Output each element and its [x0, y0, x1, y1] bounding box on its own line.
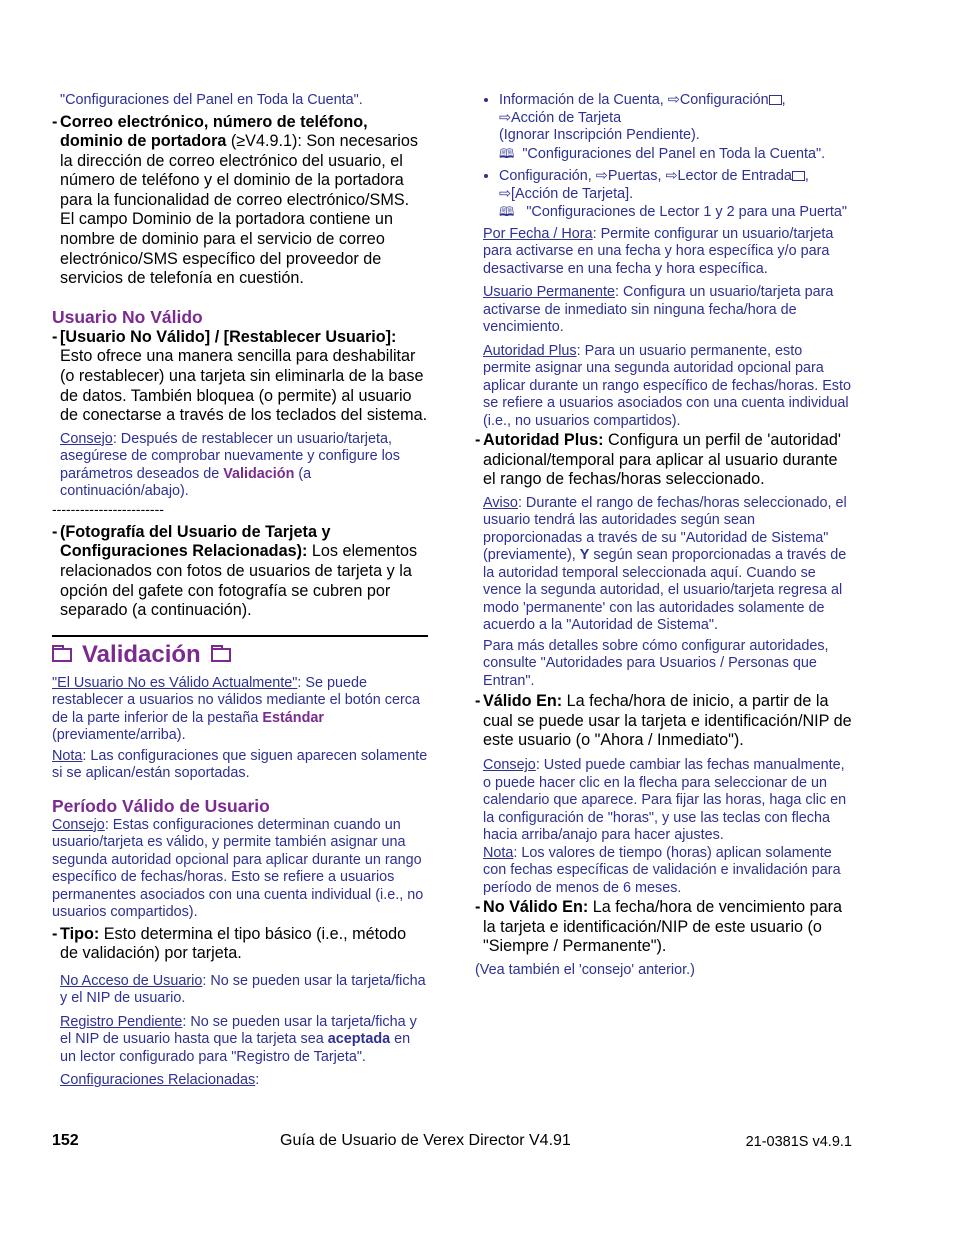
notvalid-note [52, 675, 428, 745]
validfrom-label: Válido En: [483, 692, 563, 711]
email-item: - Correo electrónico, número de teléfono, dominio de portadora (≥V4.9.1): Son necesarios la dirección de correo electrónico del usuario, el número de teléfono y el dominio de la portadora para la funcionalidad de correo electrónico/SMS. El campo Dominio de la portadora contiene un nombre de dominio para el servicio de correo electrónico/SMS específico del proveedor de servicios de telefonía en cuestión. [52, 112, 418, 288]
pending-text: : No se pueden usar la tarjeta/ficha y el NIP de usuario hasta que la tarjeta sea [60, 1013, 417, 1048]
bydate-label: Por Fecha / Hora [483, 225, 593, 242]
pending-bold: aceptada [327, 1031, 391, 1048]
ap-text: Configura un perfil de 'autoridad' adicional/temporal para aplicar al usuario durante el rango de fechas/horas seleccionado. [483, 431, 841, 489]
tip3-text: : Usted puede cambiar las fechas manualmente, o puede hacer clic en la flecha para seleccionar de un calendario que aparece. Para fijar las horas, haga clic en la configuración de "horas", y use las teclas con flecha hacia arriba/anajo para hacer ajustes. [483, 757, 847, 844]
book-icon [52, 648, 72, 662]
note1-text: : Las configuraciones que siguen aparecen solamente si se aplican/están soportadas. [52, 747, 428, 782]
notice-text: : Durante el rango de fechas/horas seleccionado, el usuario tendrá las autoridades según sean proporcionadas a través de su "Autoridad de Sistema" (previamente), [483, 494, 847, 564]
notvalid-label: "El Usuario No es Válido Actualmente" [52, 674, 298, 691]
notice-bold: Y [579, 547, 590, 564]
tip1-bold: Validación [223, 465, 295, 482]
authplus-note [475, 343, 853, 431]
pending-end: en un lector configurado para "Registro de Tarjeta". [60, 1031, 411, 1065]
notvalid-end: (previamente/arriba). [52, 727, 186, 744]
type-item: - Tipo: Esto determina el tipo básico (i.e., método de validación) por tarjeta. [52, 924, 407, 963]
dashes: ------------------------ [52, 500, 164, 517]
notvalidon-item: - No Válido En: La fecha/hora de vencimiento para la tarjeta e identificación/NIP de este usuario (o "Siempre / Permanente"). [475, 898, 842, 956]
tip3-label: Consejo [483, 757, 536, 774]
notice-end: según sean proporcionadas a través de la autoridad temporal seleccionada aquí. Cuando se vence la segunda autoridad, el usuario/tarjeta regresa al modo 'permanente' con las autoridades solamente de acuerdo a la "Autoridad de Sistema". [483, 547, 847, 634]
related-label: Configuraciones Relacionadas [60, 1072, 256, 1089]
list-item [499, 168, 853, 222]
period-heading: Período Válido de Usuario [52, 795, 270, 816]
b1-a: Información de la Cuenta, ⇨Configuración [499, 92, 769, 108]
open-book-icon: 🕮 [499, 145, 515, 161]
notvalidon-label: No Válido En: [483, 898, 589, 917]
page-number: 152 [52, 1132, 79, 1149]
perm-label: Usuario Permanente [483, 284, 615, 300]
tip2 [52, 817, 428, 922]
noaccess-label: No Acceso de Usuario [60, 972, 203, 989]
perm-note [475, 284, 853, 337]
notice-label: Aviso [483, 494, 518, 511]
ap-label: Autoridad Plus: [483, 431, 604, 449]
tip3 [475, 757, 853, 845]
open-book-icon: 🕮 [499, 204, 515, 219]
doc-number: 21-0381S v4.9.1 [745, 1134, 852, 1150]
ap-item: - Autoridad Plus: Configura un perfil de 'autoridad' adicional/temporal para aplicar al usuario durante el rango de fechas/horas seleccionado. [475, 431, 841, 489]
folder-icon [769, 95, 782, 105]
tip1-text: : Después de restablecer un usuario/tarjeta, asegúrese de comprobar nuevamente y configure los parámetros deseados de [60, 430, 400, 482]
related-end: : [255, 1072, 260, 1089]
email-label: Correo electrónico, número de teléfono, dominio de portadora [60, 112, 368, 151]
seealso: (Vea también el 'consejo' anterior.) [475, 961, 695, 978]
b2-b: , [804, 168, 809, 184]
validation-title: Validación [82, 640, 201, 668]
noaccess-note [52, 973, 428, 1008]
tip1 [52, 431, 428, 501]
email-text: (≥V4.9.1): Son necesarios la dirección de correo electrónico del usuario, el número de teléfono y el dominio de la portadora para la funcionalidad de correo electrónico/SMS. El campo Dominio de la portadora contiene un nombre de dominio para el servicio de correo electrónico/SMS específico del proveedor de servicios de telefonía en cuestión. [60, 132, 418, 288]
b2-c: ⇨[Acción de Tarjeta]. [499, 185, 634, 202]
footer-title: Guía de Usuario de Verex Director V4.91 [280, 1132, 571, 1149]
invalid-label: [Usuario No Válido] / [Restablecer Usuario]: [60, 327, 397, 346]
validation-heading [52, 635, 428, 669]
b2-a: Configuración, ⇨Puertas, ⇨Lector de Entrada [499, 168, 792, 184]
bydate-text: : Permite configurar un usuario/tarjeta para activarse en una fecha y hora específica y/o para desactivarse en una fecha y hora específica. [483, 225, 834, 277]
tip1-label: Consejo [60, 430, 113, 447]
b1-d: (Ignorar Inscripción Pendiente). [499, 127, 700, 143]
related-list [475, 92, 853, 222]
folder-icon [792, 171, 805, 181]
photo-label: (Fotografía del Usuario de Tarjeta y Configuraciones Relacionadas): [60, 522, 331, 561]
b1-ref: "Configuraciones del Panel en Toda la Cuenta". [522, 145, 826, 162]
notvalid-bold: Estándar [262, 709, 324, 726]
right-column [475, 92, 853, 979]
invalid-text: Esto ofrece una manera sencilla para deshabilitar (o restablecer) una tarjeta sin eliminarla de la base de datos. También bloquea (o permite) al usuario de conectarse a través de los teclados del sistema. [60, 347, 428, 425]
note1 [52, 748, 428, 783]
note2 [475, 845, 853, 898]
photo-text: Los elementos relacionados con fotos de usuarios de tarjeta y la opción del gafete con fotografía se cubren por separado (a continuación). [60, 542, 418, 620]
note1-label: Nota [52, 747, 83, 764]
authplus-label: Autoridad Plus [483, 342, 577, 359]
perm-text: : Configura un usuario/tarjeta para activarse de inmediato sin ninguna fecha/hora de vencimiento. [483, 284, 834, 335]
validfrom-text: La fecha/hora de inicio, a partir de la cual se puede usar la tarjeta e identificación/NIP de este usuario (o "Ahora / Inmediato"). [483, 692, 852, 750]
b1-c: ⇨Acción de Tarjeta [499, 109, 622, 126]
b2-ref: "Configuraciones de Lector 1 y 2 para una Puerta" [526, 204, 847, 220]
tip2-text: : Estas configuraciones determinan cuando un usuario/tarjeta es válido, y permite también asignar una segunda autoridad opcional para aplicar durante un rango específico de fechas/horas. Esto se refiere a usuarios permanentes asociados con una cuenta individual (i.e., no usuarios compartidos). [52, 816, 424, 921]
pending-note [52, 1014, 428, 1067]
type-label: Tipo: [60, 924, 100, 943]
notvalid-text: : Se puede restablecer a usuarios no válidos mediante el botón cerca de la parte inferior de la pestaña [52, 674, 420, 726]
left-column [52, 92, 428, 1090]
invalid-item: - [Usuario No Válido] / [Restablecer Usuario]: Esto ofrece una manera sencilla para deshabilitar (o restablecer) una tarjeta sin eliminarla de la base de datos. También bloquea (o permite) al usuario de conectarse a través de los teclados del sistema. [52, 327, 428, 425]
tip2-label: Consejo [52, 816, 105, 833]
type-text: Esto determina el tipo básico (i.e., método de validación) por tarjeta. [60, 924, 407, 963]
b1-b: , [781, 92, 786, 108]
top-line: "Configuraciones del Panel en Toda la Cuenta". [60, 92, 363, 108]
validfrom-item: - Válido En: La fecha/hora de inicio, a partir de la cual se puede usar la tarjeta e identificación/NIP de este usuario (o "Ahora / Inmediato"). [475, 692, 852, 750]
pending-label: Registro Pendiente [60, 1013, 183, 1030]
bydate-note [475, 226, 853, 279]
note2-text: : Los valores de tiempo (horas) aplican solamente con fechas específicas de validación e invalidación para período de menos de 6 meses. [483, 844, 841, 896]
list-item [499, 92, 853, 163]
book-icon [211, 648, 231, 662]
notice-note [475, 495, 853, 635]
more-note: Para más detalles sobre cómo configurar autoridades, consulte "Autoridades para Usuarios / Personas que Entran". [483, 637, 829, 689]
invalid-heading: Usuario No Válido [52, 306, 203, 327]
authplus-text: : Para un usuario permanente, esto permite asignar una segunda autoridad opcional para aplicar durante un rango específico de fechas/horas. Esto se refiere a usuarios asociados con una cuenta individual (i.e., no usuarios compartidos). [483, 342, 851, 429]
related-note [52, 1072, 428, 1090]
tip1-end: (a continuación/abajo). [60, 465, 312, 500]
note2-label: Nota [483, 844, 514, 861]
notvalidon-text: La fecha/hora de vencimiento para la tarjeta e identificación/NIP de este usuario (o "Siempre / Permanente"). [483, 898, 842, 956]
photo-item: - (Fotografía del Usuario de Tarjeta y Configuraciones Relacionadas): Los elementos relacionados con fotos de usuarios de tarjeta y la opción del gafete con fotografía se cubren por separado (a continuación). [52, 522, 418, 620]
noaccess-text: : No se pueden usar la tarjeta/ficha y el NIP de usuario. [60, 972, 426, 1007]
